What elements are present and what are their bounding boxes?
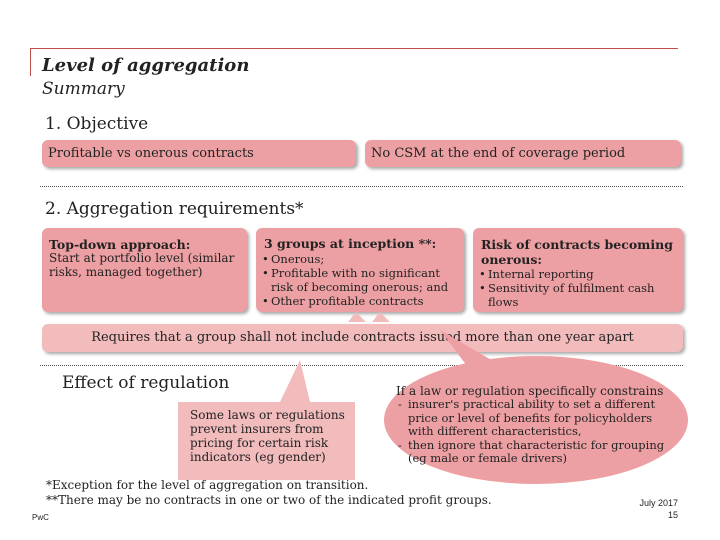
objective-heading: 1. Objective <box>45 114 149 134</box>
right-callout <box>396 384 681 466</box>
regulation-heading: Effect of regulation <box>62 373 230 393</box>
page-title: Level of aggregation <box>42 55 250 76</box>
list-item: • Internal reporting <box>479 267 679 281</box>
list-item: • Other profitable contracts <box>262 294 460 308</box>
aggregation-heading: 2. Aggregation requirements* <box>45 199 304 219</box>
risk-title: Risk of contracts becoming onerous: <box>481 237 673 267</box>
page-subtitle: Summary <box>42 79 125 99</box>
requirement-text: Requires that a group shall not include contracts issued more than one year apart <box>91 330 634 345</box>
right-callout-intro: If a law or regulation specifically constrains <box>396 384 664 398</box>
list-item: • Onerous; <box>262 252 460 266</box>
objective-left-text: Profitable vs onerous contracts <box>48 146 254 161</box>
brand-label: PwC <box>32 513 49 522</box>
top-down-box <box>42 228 247 312</box>
footnote-2: **There may be no contracts in one or two of the indicated profit groups. <box>46 493 492 507</box>
top-down-title: Top-down approach: <box>49 237 191 252</box>
risk-box <box>473 228 683 312</box>
three-groups-title: 3 groups at inception **: <box>264 236 437 251</box>
list-item: - insurer's practical ability to set a different price or level of benefits for policyholders with different characteristics, <box>396 398 681 439</box>
header-rule <box>30 48 678 49</box>
right-callout-list <box>396 398 681 466</box>
objective-left-box <box>42 140 356 167</box>
section-divider-1 <box>40 186 683 187</box>
risk-list <box>479 267 679 309</box>
objective-right-box <box>365 140 681 167</box>
three-groups-list <box>262 252 460 308</box>
footer-date: July 2017 <box>639 498 678 508</box>
left-callout-text: Some laws or regulations prevent insurers from pricing for certain risk indicators (eg gender) <box>190 408 345 464</box>
list-item: • Sensitivity of fulfilment cash flows <box>479 281 679 309</box>
page-number: 15 <box>667 510 678 520</box>
list-item: • Profitable with no significant risk of becoming onerous; and <box>262 266 460 294</box>
footnote-1: *Exception for the level of aggregation on transition. <box>46 478 369 492</box>
objective-right-text: No CSM at the end of coverage period <box>371 146 626 161</box>
header-rule-tick <box>30 48 31 76</box>
list-item: - then ignore that characteristic for grouping (eg male or female drivers) <box>396 439 681 466</box>
top-down-text: Start at portfolio level (similar risks, managed together) <box>49 251 235 279</box>
three-groups-box <box>256 228 464 312</box>
